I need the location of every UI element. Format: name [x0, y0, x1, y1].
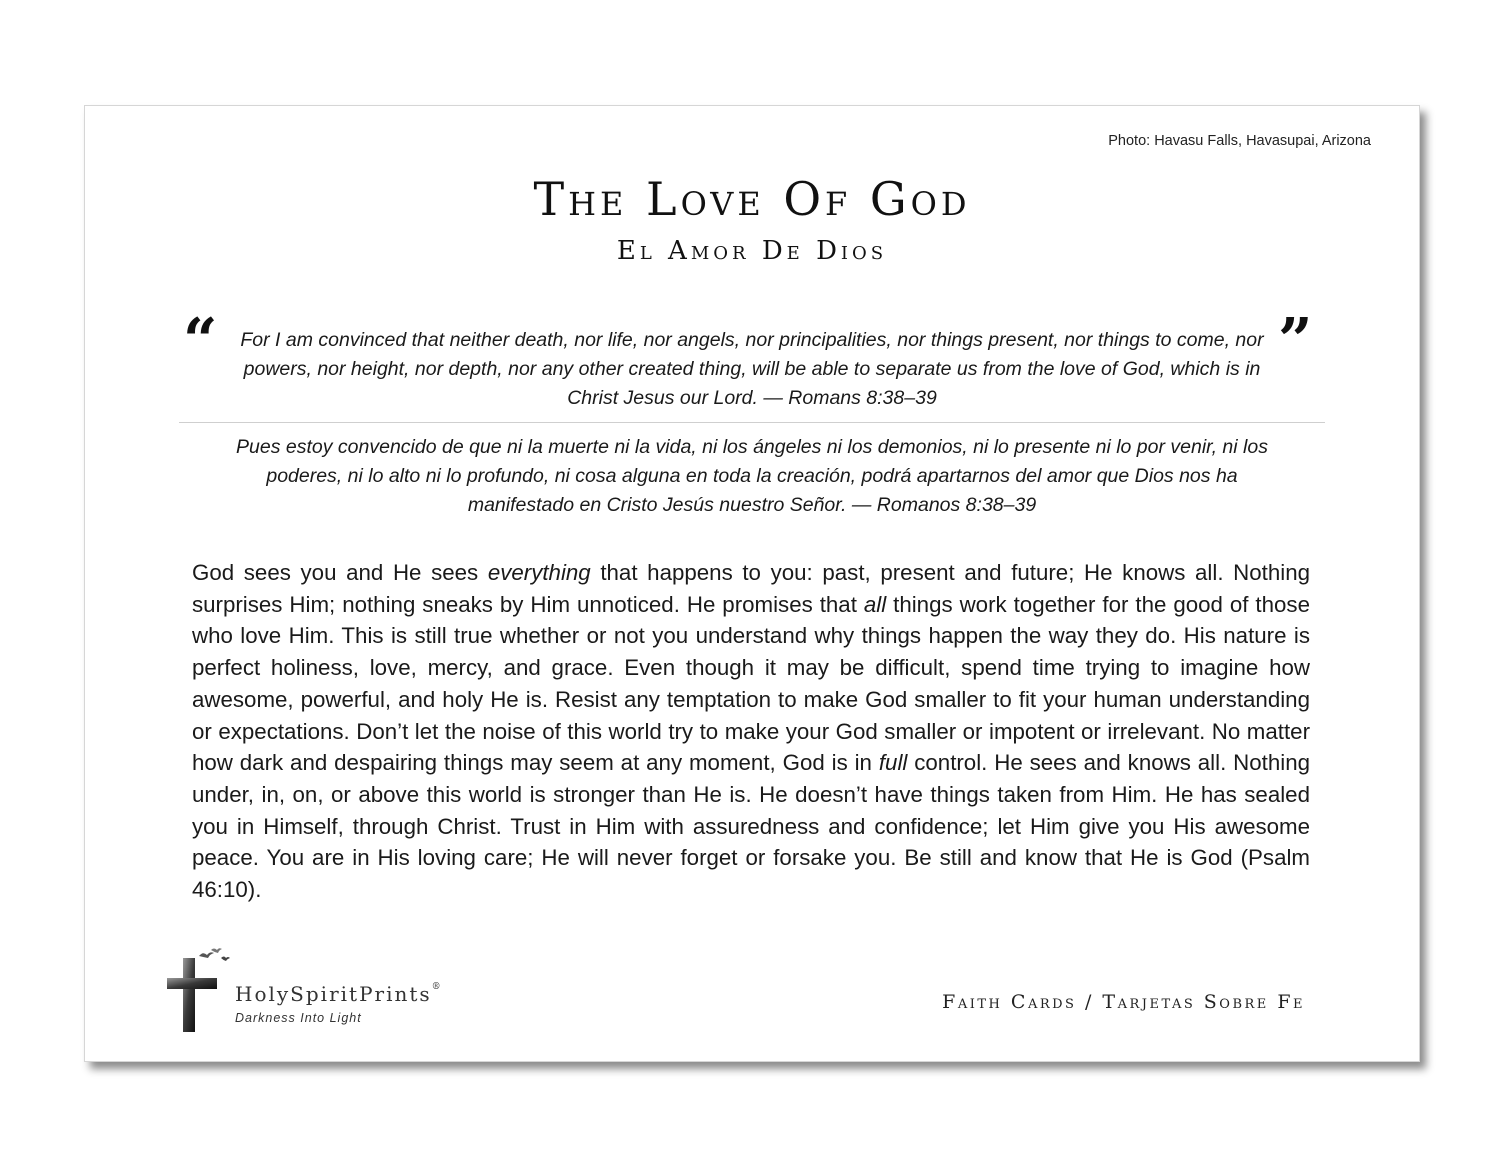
body-emphasis: everything: [487, 560, 591, 585]
brand-name-text: HolySpiritPrints: [235, 982, 432, 1006]
card-title: The Love Of God: [533, 172, 971, 226]
devotional-body: [192, 557, 1310, 906]
body-emphasis: all: [863, 591, 887, 617]
body-text-part: things work together for the good of those who love Him. This is still true whether or not you understand why things happen the way they do. His nature is perfect holiness, love, mercy, and grace. Even though it may be difficult, spend time trying to imagine how awesome, powerful, and holy He is. Resist any temptation to make God smaller to fit your human understanding or expectations. Don’t let the noise of this world try to make your God smaller or impotent or irrelevant. No matter how dark and despairing things may seem at any moment, God is in: [192, 591, 1310, 776]
open-quote-mark: “: [183, 306, 218, 376]
body-text-part: control. He sees and knows all. Nothing under, in, on, or above this world is stronger than He is. He doesn’t have things taken from Him. He has sealed you in Himself, through Christ. Trust in Him with assuredness and confidence; let Him give you His awesome peace. You are in His loving care; He will never forget or forsake you. Be still and know that He is God (Psalm 46:10).: [192, 750, 1310, 903]
series-label: Faith Cards / Tarjetas Sobre Fe: [942, 991, 1305, 1013]
brand-logo: [165, 948, 465, 1033]
body-emphasis: full: [878, 750, 908, 776]
brand-tagline: Darkness Into Light: [235, 1011, 362, 1025]
card-subtitle: El Amor De Dios: [616, 236, 888, 266]
brand-name: [235, 982, 441, 1006]
verse-spanish: Pues estoy convencido de que ni la muerte ni la vida, ni los ángeles ni los demonios, ni lo presente ni lo por venir, ni los poderes, ni lo alto ni lo profundo, ni cosa alguna en toda la creación, podrá apartarnos del amor que Dios nos ha manifestado en Cristo Jesús nuestro Señor. — Romanos 8:38–39: [236, 436, 1268, 516]
registered-mark: ®: [431, 982, 441, 992]
body-text-part: God sees you and He sees: [192, 560, 488, 585]
verse-divider: [179, 422, 1325, 423]
cross-with-doves-icon: [165, 948, 231, 1033]
verse-english: For I am convinced that neither death, nor life, nor angels, nor principalities, nor things present, nor things to come, nor powers, nor height, nor depth, nor any other created thing, will be able to separate us from the love of God, which is in Christ Jesus our Lord. — Romans 8:38–39: [240, 329, 1264, 409]
photo-credit: Photo: Havasu Falls, Havasupai, Arizona: [1108, 133, 1371, 149]
faith-card: [84, 105, 1420, 1062]
body-text-part: that happens to you: past, present and future; He knows all. Nothing surprises Him; nothing sneaks by Him unnoticed. He promises that: [192, 560, 1311, 617]
close-quote-mark: ”: [1278, 306, 1313, 376]
